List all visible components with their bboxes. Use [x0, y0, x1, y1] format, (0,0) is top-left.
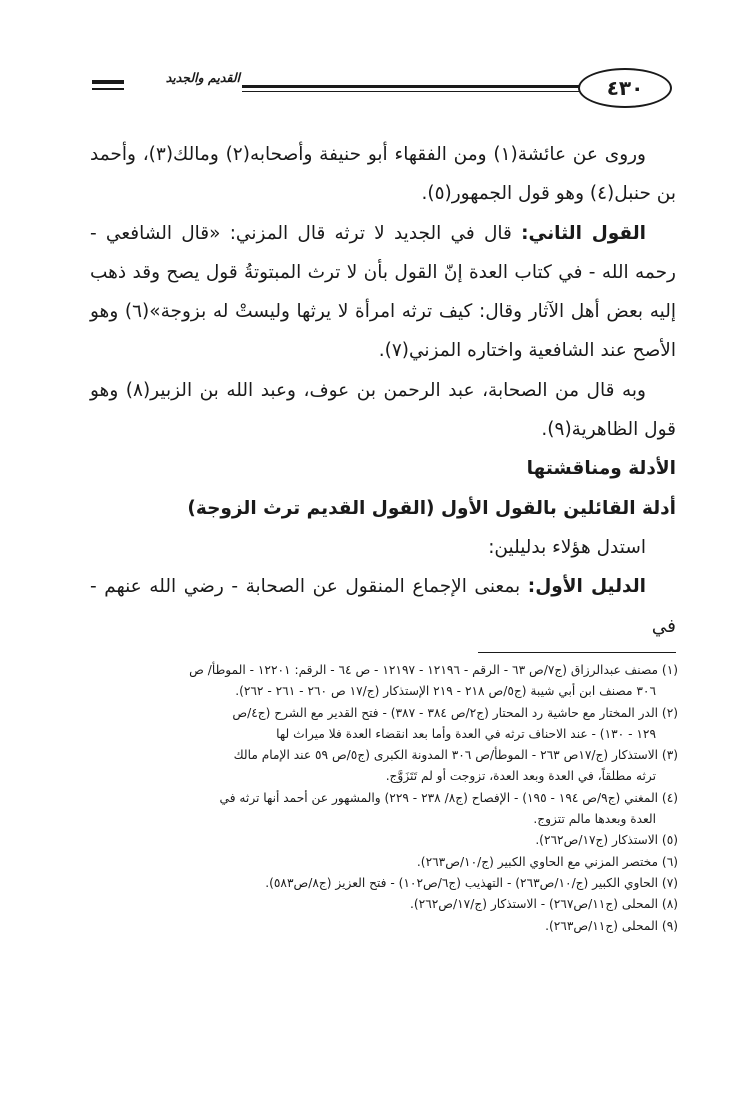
footnote-4: [88, 788, 678, 831]
footnote-4-line-2: العدة وبعدها مالم تتزوج.: [533, 812, 656, 827]
footnote-4-line-1: (٤) المغني (ج٩/ص ١٩٤ - ١٩٥) - الإفصاح (ج٨/ ٢٣٨ - ٢٢٩) والمشهور عن أحمد أنها ترثه في: [219, 790, 678, 805]
header-rule: [242, 85, 580, 88]
footnote-9: (٩) المحلى (ج١١/ص٢٦٣).: [545, 918, 678, 933]
header-rule-thin: [242, 91, 580, 92]
footnote-1-line-1: (١) مصنف عبدالرزاق (ج٧/ص ٦٣ - الرقم - ١٢١٩٦ - ١٢١٩٧ - ص ٦٤ - الرقم: ١٢٢٠١ - الموطأ/ ص: [189, 663, 678, 677]
page-number: ٤٣٠: [578, 68, 672, 108]
paragraph-2: [90, 214, 676, 371]
footnote-1: [88, 660, 678, 703]
header-rule-left-thin: [92, 88, 124, 90]
footnote-3-line-2: ترثه مطلقاً، في العدة وبعد العدة، تزوجت أو لم تَتَزَوَّج.: [385, 769, 656, 784]
paragraph-4: استدل هؤلاء بدليلين:: [488, 536, 646, 558]
paragraph-2-label: القول الثاني:: [521, 222, 646, 244]
paragraph-5: [90, 567, 676, 646]
footnote-2-line-1: (٢) الدر المختار مع حاشية رد المحتار (ج٢/ص ٣٨٤ - ٣٨٧) - فتح القدير مع الشرح (ج٤/ص: [232, 705, 678, 720]
section-heading-evidence: الأدلة ومناقشتها: [526, 458, 676, 480]
running-title: القديم والجديد: [165, 70, 240, 85]
page-header: [92, 62, 680, 108]
footnotes: [88, 660, 678, 937]
header-rule-left-thick: [92, 80, 124, 84]
footnote-2: [88, 703, 678, 746]
footnote-3-line-1: (٣) الاستذكار (ج/١٧ص ٢٦٣ - الموطأ/ص ٣٠٦ المدونة الكبرى (ج٥/ص ٥٩ عند الإمام مالك: [233, 748, 678, 763]
main-text: [90, 135, 676, 646]
paragraph-1: وروى عن عائشة(١) ومن الفقهاء أبو حنيفة وأصحابه(٢) ومالك(٣)، وأحمد بن حنبل(٤) وهو قول الجمهور(٥).: [90, 144, 676, 205]
footnote-2-line-2: ١٢٩ - ١٣٠) - عند الاحناف ترثه في العدة وأما بعد انقضاء العدة فلا ميراث لها: [276, 726, 656, 741]
footnote-6: (٦) مختصر المزني مع الحاوي الكبير (ج/١٠/ص٢٦٣).: [416, 854, 678, 869]
footnote-separator: [478, 652, 676, 653]
footnote-8: (٨) المحلى (ج١١/ص٢٦٧) - الاستذكار (ج/١٧/ص٢٦٢).: [410, 897, 678, 912]
paragraph-3: وبه قال من الصحابة، عبد الرحمن بن عوف، وعبد الله بن الزبير(٨) وهو قول الظاهرية(٩).: [90, 379, 676, 441]
paragraph-5-text: بمعنى الإجماع المنقول عن الصحابة - رضي الله عنهم - في: [90, 576, 676, 637]
footnote-3: [88, 745, 678, 788]
footnote-5: (٥) الاستذكار (ج١٧/ص٢٦٢).: [535, 833, 678, 848]
paragraph-2-text: قال في الجديد لا ترثه قال المزني: «قال الشافعي - رحمه الله - في كتاب العدة إنّ القول بأن لا ترث المبتوتةُ قول يصح وقد ذهب إليه بعض أهل الآثار وقال: كيف ترثه امرأة لا يرثها وليستْ له بزوجة»(٦) وهو الأصح عند الشافعية واختاره المزني(٧).: [90, 222, 676, 362]
section-heading-first-view: أدلة القائلين بالقول الأول (القول القديم ترث الزوجة): [187, 497, 676, 519]
footnote-1-line-2: ٣٠٦ مصنف ابن أبي شيبة (ج٥/ص ٢١٨ - ٢١٩ الإستذكار (ج/١٧ ص ٢٦٠ - ٢٦١ - ٢٦٢).: [235, 684, 656, 699]
footnote-7: (٧) الحاوي الكبير (ج/١٠/ص٢٦٣) - التهذيب (ج٦/ص١٠٢) - فتح العزيز (ج٨/ص٥٨٣).: [265, 875, 678, 890]
paragraph-5-label: الدليل الأول:: [527, 576, 646, 598]
